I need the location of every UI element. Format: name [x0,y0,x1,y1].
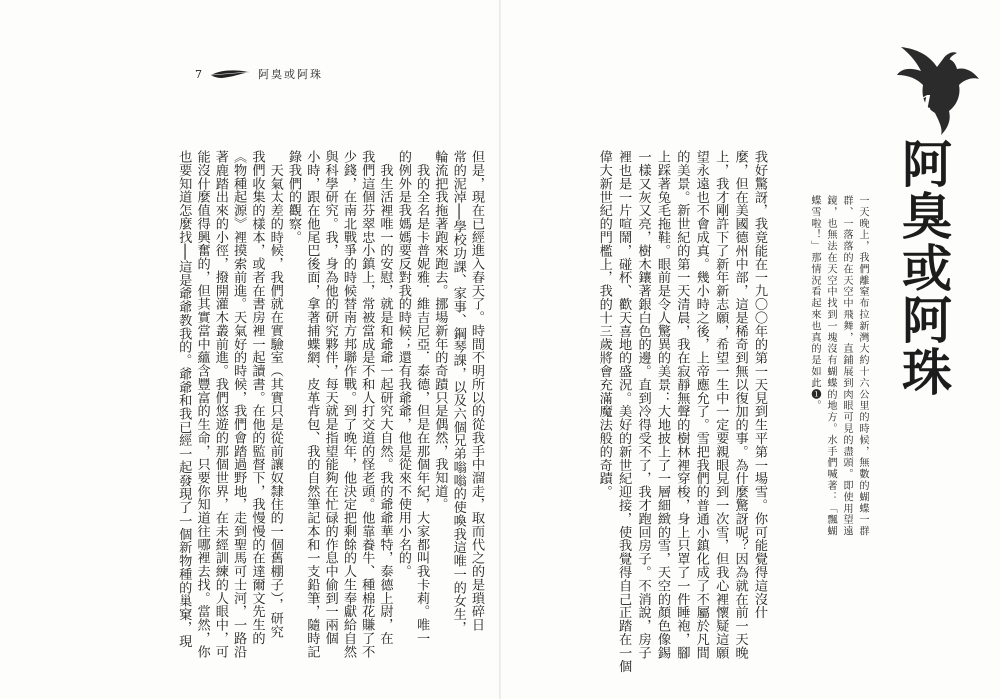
running-title: 阿臭或阿珠 [258,68,323,81]
text-line: 《物種起源》裡摸索前進。天氣好的時候，我們會踏過野地，走到聖馬可士河，一路沿 [231,150,247,659]
running-header [195,66,323,82]
text-line: 我們收集的樣本，或者在書房裡一起讀書。在他的監督下，我慢慢的在達爾文先生的 [249,150,265,645]
chapter-epigraph [788,195,870,537]
text-line: 也要知道怎麼找──這是爺爺教我的。爺爺和我已經一起發現了一個新物種的巢窠，現 [176,150,192,648]
chapter-title: 阿臭或阿珠 [894,138,953,398]
text-line: 與科學研究。我，身為他的研究夥伴，每天就是指望能夠在忙碌的作息中偷到一兩個 [322,150,338,645]
text-line: 上，我才剛許下了新年新志願，希望一生中一定要親眼見到一次雪，但我心裡懷疑這願 [713,150,729,660]
text-line: 我好驚訝，我竟能在一九〇〇年的第一天見到生平第一場雪。你可能覺得這沒什 [752,150,767,619]
text-line: 的例外是我媽媽要反對我的時候；還有我爺爺，他是從來不使用小名的。 [395,150,411,578]
page-number: 7 [195,67,202,81]
epigraph-line: 鏡，也無法在天空中找到一塊沒有蝴蝶的地方。水手們喊著：「飄蝴 [825,195,836,537]
epigraph-line: 群、一落落的在天空中飛舞，直鋪展到肉眼可見的盡頭。即使用望遠 [841,195,852,537]
text-line: 但是，現在已經進入春天了。時間不明所以的從我手中溜走，取而代之的是瑣碎日 [469,150,484,632]
page-gutter [499,0,501,699]
text-line: 小時，跟在他尾巴後面，拿著捕蝶網、皮革背包、我的自然筆記本和一支鉛筆，隨時記 [304,150,320,659]
text-line: 常的泥淖──學校功課、家事、鋼琴課，以及六個兄弟嗡嗡的使喚我這唯一的女生， [450,150,466,635]
text-line: 偉大新世紀的門檻上，我的十三歲將會充滿魔法般的奇蹟。 [596,150,612,499]
text-line: 我們這個芬翠忠小鎮上，常被當成是不和人打交道的怪老頭。他靠養牛、種棉花賺了不 [359,150,375,659]
epigraph-line: 蝶雪啦！」那情況看起來也真的是如此❶。 [809,195,820,412]
chapter-number: 1 [920,92,934,114]
text-line: 能沒什麼值得興奮的，但其實當中蘊含豐富的生命，只要你知道往哪裡去找。當然，你 [194,150,210,659]
text-line: 我的全名是卡普妮雅．維吉尼亞．泰德，但是在那個年紀，大家都叫我卡莉。唯一 [414,150,430,645]
left-page-text [176,150,485,659]
text-line: 麼，但在美國德州中部，這是稀奇到無以復加的事。為什麼驚訝呢？因為就在前一天晚 [732,150,748,660]
text-line: 天氣太差的時候，我們就在實驗室（其實只是從前讓奴隸住的一個舊棚子），研究 [267,150,283,639]
text-line: 裡也是一片喧鬧，碰杯、歡天喜地的盛況。美好的新世紀迎接，使我覺得自己正踏在一個 [616,150,632,673]
text-line: 的美景。新世紀的第一天清晨，我在寂靜無聲的樹林裡穿梭，身上只罩了一件睡袍，腳 [674,150,690,660]
text-line: 一樣又灰又亮，樹木鑲著銀白色的邊。直到冷得受不了，我才跑回房子。不消說，房子 [635,150,651,660]
text-line: 著鹿踏出來的小徑，撥開灌木叢前進。我們悠遊的那個世界，在未經訓練的人眼中，可 [212,150,228,659]
feather-icon [210,68,250,80]
epigraph-line: 一天晚上，我們離窒布拉新灣大約十六公里的時候，無數的蝴蝶一群 [857,195,868,537]
text-line: 我生活裡唯一的安慰，就是和爺爺一起研究大自然。我的爺爺華特，泰德上尉，在 [377,150,393,645]
text-line: 輪流把我拖著跑來跑去。挪場新年的奇蹟只是偶然，我知道。 [432,150,448,511]
text-line: 錄我們的觀察。 [286,150,302,244]
text-line: 上踩著兔毛拖鞋。眼前是令人驚異的美景：大地披上了一層細緻的雪，天空的顏色像錫 [654,150,670,660]
text-line: 望永遠也不會成真。幾小時之後，上帝應允了。雪把我們的普通小鎮化成了不屬於凡間 [693,150,709,660]
crow-icon [895,45,980,135]
right-page-text [596,150,769,673]
text-line: 少錢，在南北戰爭的時候替南方邦聯作戰。到了晚年，他決定把剩餘的人生奉獻給自然 [340,150,356,659]
